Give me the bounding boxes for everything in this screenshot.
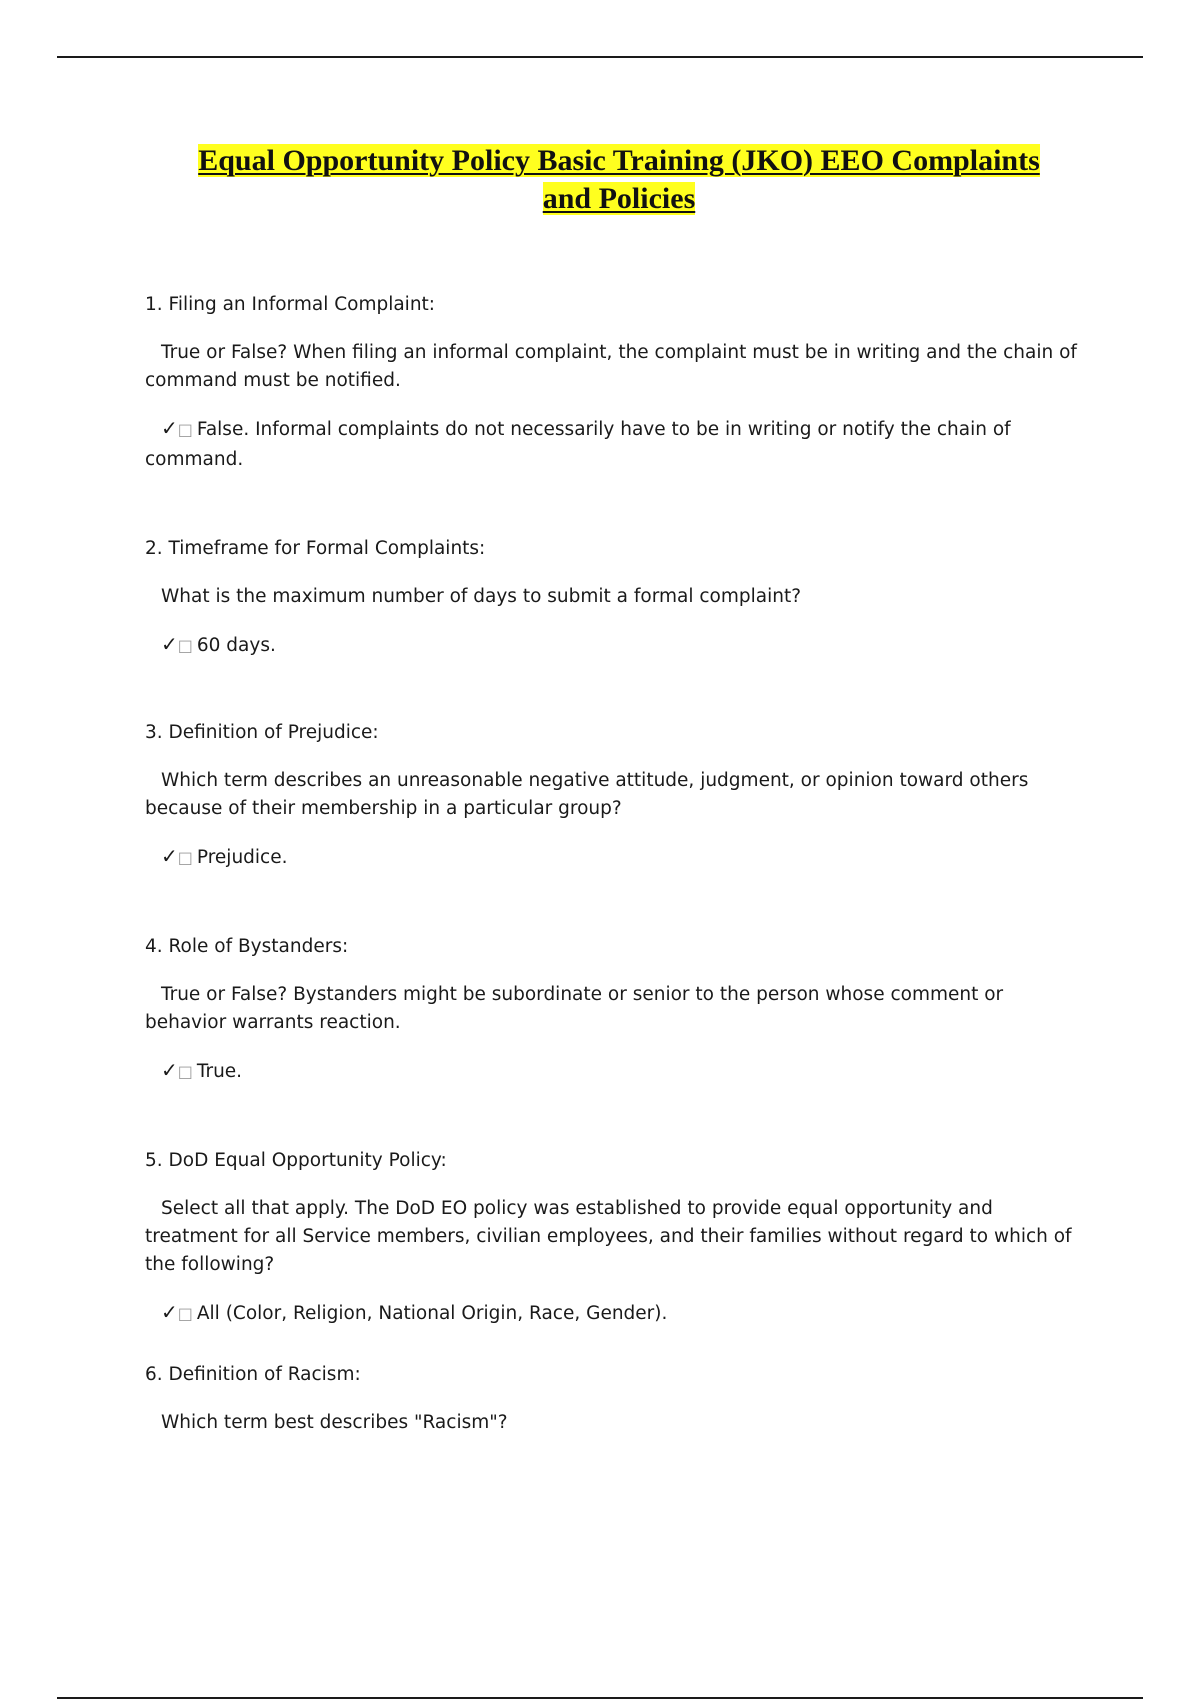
top-rule — [57, 56, 1143, 58]
answer-value: 60 days. — [196, 635, 276, 656]
check-icon: ✓ — [161, 632, 178, 656]
checkbox-icon: □ — [177, 1062, 193, 1081]
check-icon: ✓ — [161, 416, 178, 440]
title-line-2: and Policies — [542, 182, 696, 215]
question-text: Select all that apply. The DoD EO policy was established to provide equal opportunity and treatment for all Service members, civilian employees, and their families without regard to which of the following? — [145, 1198, 1072, 1275]
question-text: Which term best describes "Racism"? — [161, 1412, 508, 1433]
answer-value: True. — [196, 1061, 243, 1082]
checkbox-icon: □ — [177, 636, 193, 655]
answer-value: Prejudice. — [196, 847, 288, 868]
document-title — [110, 142, 1128, 218]
question-block — [145, 537, 1090, 661]
bottom-rule — [57, 1697, 1143, 1699]
check-icon: ✓ — [161, 1058, 178, 1082]
checkbox-icon: □ — [177, 420, 193, 439]
checkbox-icon: □ — [177, 848, 193, 867]
question-text: What is the maximum number of days to submit a formal complaint? — [161, 586, 802, 607]
answer-text — [145, 841, 1090, 873]
question-heading: 6. Definition of Racism: — [145, 1364, 361, 1385]
question-text: Which term describes an unreasonable negative attitude, judgment, or opinion toward others because of their membership in a particular group? — [145, 770, 1029, 819]
question-block — [145, 1149, 1090, 1329]
answer-text — [145, 629, 1090, 661]
answer-value: All (Color, Religion, National Origin, Race, Gender). — [196, 1303, 668, 1324]
question-text: True or False? When filing an informal complaint, the complaint must be in writing and the chain of command must be notified. — [145, 342, 1077, 391]
question-block — [145, 935, 1090, 1087]
question-block — [145, 293, 1090, 475]
question-heading: 2. Timeframe for Formal Complaints: — [145, 538, 486, 559]
check-icon: ✓ — [161, 844, 178, 868]
question-heading: 5. DoD Equal Opportunity Policy: — [145, 1150, 447, 1171]
answer-text — [145, 1055, 1090, 1087]
title-line-1: Equal Opportunity Policy Basic Training (JKO) EEO Complaints — [198, 144, 1040, 177]
answer-text — [145, 1297, 1090, 1329]
question-block — [145, 721, 1090, 873]
question-block — [145, 1363, 1090, 1437]
answer-text — [145, 413, 1090, 475]
answer-value: False. Informal complaints do not necessarily have to be in writing or notify the chain of command. — [145, 419, 1011, 470]
question-text: True or False? Bystanders might be subordinate or senior to the person whose comment or behavior warrants reaction. — [145, 984, 1004, 1033]
check-icon: ✓ — [161, 1300, 178, 1324]
question-heading: 4. Role of Bystanders: — [145, 936, 349, 957]
question-heading: 3. Definition of Prejudice: — [145, 722, 379, 743]
question-heading: 1. Filing an Informal Complaint: — [145, 294, 436, 315]
checkbox-icon: □ — [177, 1304, 193, 1323]
